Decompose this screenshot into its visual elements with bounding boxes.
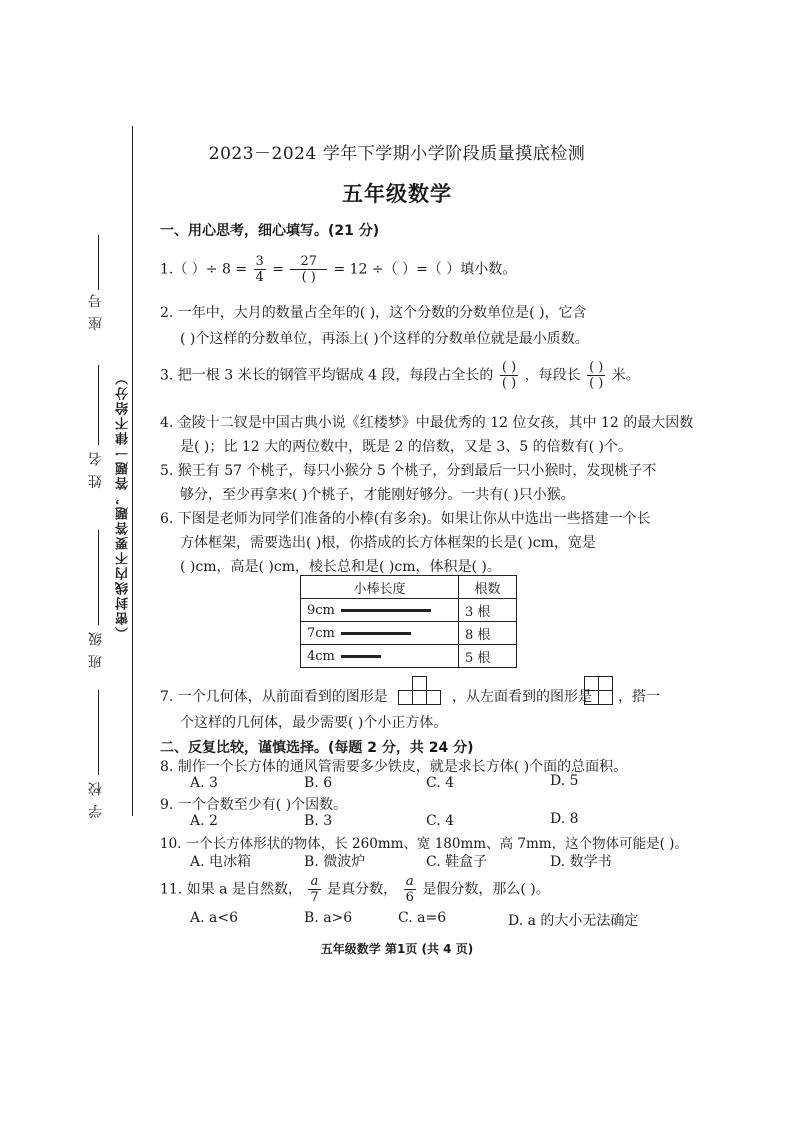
- question-2-line-2: ( )个这样的分数单位，再添上( )个这样的分数单位就是最小质数。: [180, 331, 589, 347]
- q3-part2: ，每段长: [524, 367, 581, 384]
- question-2-line-1: 2. 一年中，大月的数量占全年的( )，这个分数的分数单位是( )，它含: [160, 305, 587, 321]
- q11-fraction-2: $\frac{a}{6}$: [405, 874, 414, 905]
- q11-part2: 是真分数，: [327, 881, 398, 898]
- q1-fraction-2: $\frac{27}{( )}$: [290, 254, 327, 285]
- question-3: [160, 360, 640, 391]
- q9-option-b: B. 3: [304, 813, 333, 829]
- q11-option-c: C. a=6: [398, 910, 447, 926]
- question-7-part-3: ，搭一: [618, 689, 660, 705]
- stick-length: 9cm: [307, 602, 335, 618]
- question-4-line-1: 4. 金陵十二钗是中国古典小说《红楼梦》中最优秀的 12 位女孩，其中 12 的最大因数: [160, 415, 694, 431]
- stick-bar: [341, 655, 381, 658]
- section2-heading: 二、反复比较，谨慎选择。(每题 2 分，共 24 分): [160, 740, 474, 756]
- q11-option-d: D. a 的大小无法确定: [508, 913, 639, 929]
- question-11: [160, 874, 550, 905]
- q3-fraction-1: $\frac{( )}{( )}$: [501, 360, 517, 391]
- question-7-part-2: ，从左面看到的图形是: [452, 689, 592, 705]
- q8-option-a: A. 3: [190, 775, 218, 791]
- question-7-line-2: 个这样的几何体，最少需要( )个小正方体。: [180, 715, 448, 731]
- question-4-line-2: 是( )；比 12 大的两位数中，既是 2 的倍数，又是 3、5 的倍数有( )个。: [180, 439, 632, 455]
- stick-bar: [341, 632, 411, 635]
- question-6-line-3: ( )cm，高是( )cm，棱长总和是( )cm，体积是( )。: [180, 559, 501, 575]
- q3-part1: 3. 把一根 3 米长的钢管平均锯成 4 段，每段占全长的: [160, 367, 494, 384]
- page-footer: 五年级数学 第1页 (共 4 页): [320, 942, 474, 956]
- table-header-length: 小棒长度: [301, 576, 459, 599]
- stick-count: 3 根: [459, 599, 517, 622]
- q1-equals: =: [272, 261, 284, 278]
- table-row: [301, 599, 517, 622]
- question-7-part-1: 7. 一个几何体，从前面看到的图形是: [160, 689, 388, 705]
- q11-part3: 是假分数，那么( )。: [422, 881, 550, 898]
- stick-length: 4cm: [307, 648, 335, 664]
- school-label: 学 校: [88, 780, 104, 819]
- table-row: [301, 645, 517, 668]
- question-10: 10. 一个长方体形状的物体，长 260mm、宽 180mm、高 7mm，这个物体可能是( )。: [160, 836, 688, 852]
- q3-part3: 米。: [611, 367, 640, 384]
- question-9: 9. 一个合数至少有( )个因数。: [160, 797, 348, 813]
- stick-bar: [341, 609, 431, 612]
- stick-count: 5 根: [459, 645, 517, 668]
- seat-blank: [98, 235, 99, 290]
- question-1: [160, 254, 516, 285]
- question-6-line-1: 6. 下图是老师为同学们准备的小棒(有多余)。如果让你从中选出一些搭建一个长: [160, 511, 651, 527]
- question-5-line-2: 够分，至少再拿来( )个桃子，才能刚好够分。一共有( )只小猴。: [180, 487, 575, 503]
- seat-label: 座 号: [88, 292, 104, 331]
- q11-fraction-1: $\frac{a}{7}$: [310, 874, 319, 905]
- question-8: 8. 制作一个长方体的通风管需要多少铁皮，就是求长方体( )个面的总面积。: [160, 759, 628, 775]
- q10-option-c: C. 鞋盒子: [426, 854, 488, 870]
- q10-option-b: B. 微波炉: [304, 854, 366, 870]
- q10-option-d: D. 数学书: [550, 854, 612, 870]
- q9-option-a: A. 2: [190, 813, 218, 829]
- question-6-line-2: 方体框架，需要选出( )根，你搭成的长方体框架的长是( )cm，宽是: [180, 535, 596, 551]
- q11-option-a: A. a<6: [190, 910, 238, 926]
- school-blank: [98, 690, 99, 775]
- q3-fraction-2: $\frac{( )}{( )}$: [589, 360, 604, 391]
- name-blank: [98, 365, 99, 445]
- class-label: 班 级: [88, 630, 104, 669]
- q10-option-a: A. 电冰箱: [190, 854, 252, 870]
- q1-suffix: = 12 ÷（ ）=（ ）填小数。: [333, 261, 517, 278]
- q11-option-b: B. a>6: [304, 910, 353, 926]
- q8-option-d: D. 5: [550, 773, 579, 789]
- q1-fraction-1: $\frac{3}{4}$: [255, 254, 264, 285]
- question-5-line-1: 5. 猴王有 57 个桃子，每只小猴分 5 个桃子，分到最后一只小猴时，发现桃子不: [160, 463, 657, 479]
- q9-option-d: D. 8: [550, 811, 579, 827]
- q8-option-c: C. 4: [426, 775, 455, 791]
- table-row: [301, 622, 517, 645]
- exam-subtitle: 五年级数学: [342, 182, 452, 206]
- table-header-count: 根数: [459, 576, 517, 599]
- q9-option-c: C. 4: [426, 813, 455, 829]
- class-blank: [98, 530, 99, 625]
- exam-title: 2023－2024 学年下学期小学阶段质量摸底检测: [208, 144, 586, 164]
- q8-option-b: B. 6: [304, 775, 333, 791]
- stick-length: 7cm: [307, 625, 335, 641]
- q11-part1: 11. 如果 a 是自然数，: [160, 881, 302, 898]
- section1-heading: 一、用心思考，细心填写。(21 分): [160, 223, 380, 239]
- q1-prefix: 1.（ ）÷ 8 =: [160, 261, 248, 278]
- stick-count: 8 根: [459, 622, 517, 645]
- sticks-table: [300, 575, 517, 668]
- name-label: 姓 名: [88, 450, 104, 489]
- sealing-notice: （密封线内不要答题，答题一律不给分）: [116, 370, 131, 640]
